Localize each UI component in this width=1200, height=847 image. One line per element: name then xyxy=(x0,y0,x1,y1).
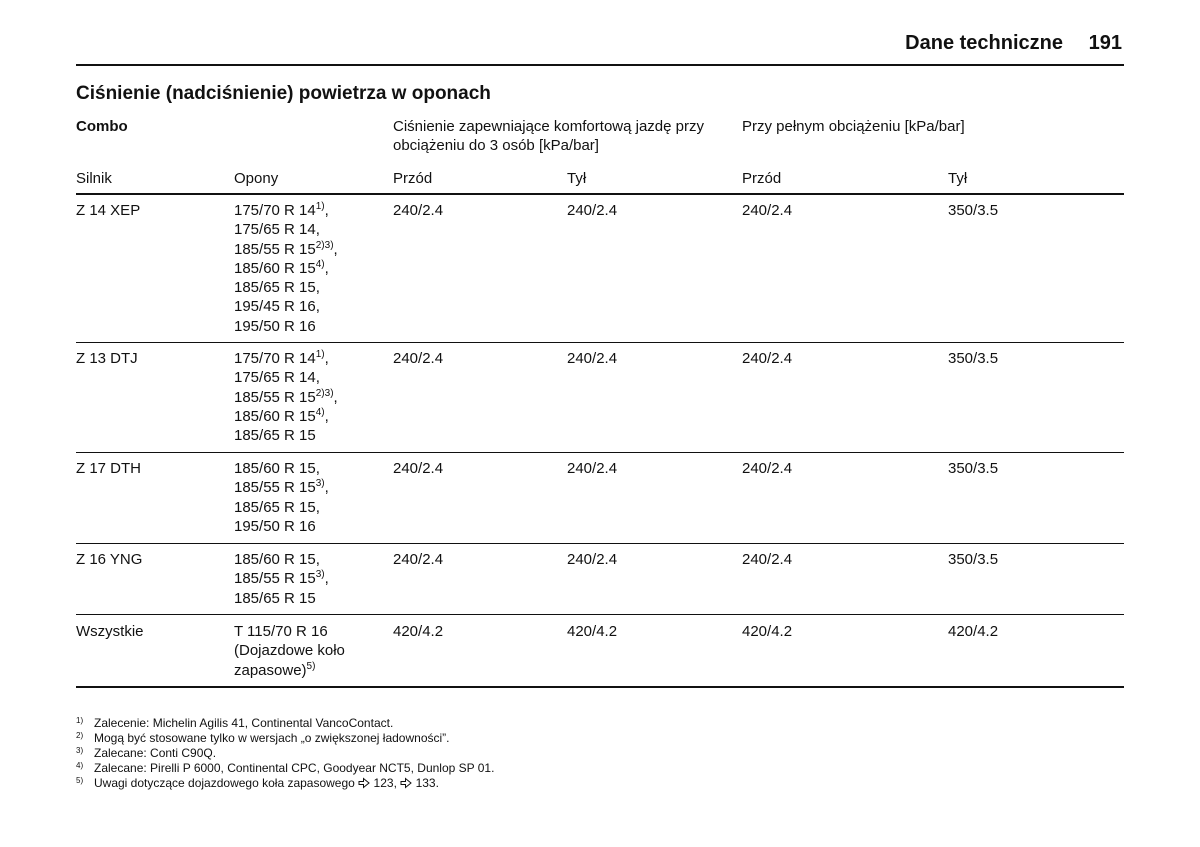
tyres-cell xyxy=(234,459,329,536)
column-header-comfort-rear: Tył xyxy=(567,170,587,187)
footnote: $^{2)}$ Mogą być stosowane tylko w wersjach „o zwiększonej ładowności”. xyxy=(76,731,450,745)
model-label: Combo xyxy=(76,118,128,135)
footnote-reference: 4) xyxy=(315,258,325,270)
page-number: 191 xyxy=(1088,32,1122,54)
tyre-size: 175/70 R 14 xyxy=(234,350,316,367)
tyre-size: 175/65 R 14, xyxy=(234,369,320,387)
tyre-size: zapasowe) xyxy=(234,661,307,679)
tyre-size-line xyxy=(234,622,345,641)
tyre-size: 185/65 R 15, xyxy=(234,279,320,297)
tyre-size: 185/65 R 15 xyxy=(234,427,316,445)
tyre-size: (Dojazdowe koło xyxy=(234,642,345,660)
page-reference-arrow-icon xyxy=(400,777,412,789)
tyre-size: T 115/70 R 16 xyxy=(234,623,328,640)
tyre-size-line xyxy=(234,220,338,239)
full-rear-pressure-cell: 350/3.5 xyxy=(948,460,999,477)
footnote-text: Zalecane: Pirelli P 6000, Continental CPC, Goodyear NCT5, Dunlop SP 01. xyxy=(94,761,495,775)
footnote-text: Uwagi dotyczące dojazdowego koła zapasowego xyxy=(94,776,355,790)
column-header-full-front: Przód xyxy=(742,170,782,187)
tyre-size-line xyxy=(234,259,338,278)
footnote: $^{1)}$ Zalecenie: Michelin Agilis 41, Continental VancoContact. xyxy=(76,716,394,730)
tyre-size: 195/45 R 16, xyxy=(234,298,320,316)
tyre-size: 195/50 R 16 xyxy=(234,317,316,335)
full-rear-pressure-cell: 350/3.5 xyxy=(948,202,999,219)
tyre-size-line xyxy=(234,201,338,220)
separator: , xyxy=(324,570,329,588)
tyre-size-line xyxy=(234,661,345,680)
full-front-pressure-cell: 240/2.4 xyxy=(742,202,793,219)
footnote-reference: 2)3) xyxy=(315,387,334,399)
column-header-full-rear: Tył xyxy=(948,170,968,187)
tyre-size-line xyxy=(234,240,338,259)
column-header-comfort-front: Przód xyxy=(393,170,433,187)
tyre-size-line xyxy=(234,368,338,387)
tyre-size: 185/55 R 15 xyxy=(234,570,316,588)
comfort-front-pressure-cell: 420/4.2 xyxy=(393,623,444,640)
comfort-front-pressure-cell: 240/2.4 xyxy=(393,350,444,367)
footnote-reference: 3) xyxy=(315,569,325,581)
separator: , xyxy=(324,259,329,277)
footnote-text: Mogą być stosowane tylko w wersjach „o zwiększonej ładowności”. xyxy=(94,731,450,745)
tyres-cell xyxy=(234,349,338,445)
full-front-pressure-cell: 420/4.2 xyxy=(742,623,793,640)
comfort-front-pressure-cell: 240/2.4 xyxy=(393,202,444,219)
tyre-size-line xyxy=(234,317,338,336)
footnote-reference: 1) xyxy=(315,349,325,360)
footnote-text: Zalecenie: Michelin Agilis 41, Continental VancoContact. xyxy=(94,716,394,730)
comfort-front-pressure-cell: 240/2.4 xyxy=(393,460,444,477)
full-front-pressure-cell: 240/2.4 xyxy=(742,350,793,367)
tyre-size-line xyxy=(234,517,329,536)
comfort-rear-pressure-cell: 420/4.2 xyxy=(567,623,618,640)
engine-cell: Z 14 XEP xyxy=(76,202,141,219)
tyre-size-line xyxy=(234,589,329,608)
tyre-size: 195/50 R 16 xyxy=(234,517,316,535)
comfort-rear-pressure-cell: 240/2.4 xyxy=(567,460,618,477)
header-title: Dane techniczne xyxy=(905,32,1063,54)
tyres-cell xyxy=(234,550,329,608)
tyre-size: 185/65 R 15 xyxy=(234,589,316,607)
tyre-size-line xyxy=(234,388,338,407)
tyre-size: 185/55 R 15 xyxy=(234,240,316,258)
separator: , xyxy=(333,240,338,258)
full-front-pressure-cell: 240/2.4 xyxy=(742,460,793,477)
separator: , xyxy=(324,202,329,219)
row-divider xyxy=(76,543,1124,544)
page-reference[interactable]: 123 xyxy=(373,776,394,790)
row-divider xyxy=(76,614,1124,615)
engine-cell: Z 16 YNG xyxy=(76,551,143,568)
separator: , xyxy=(333,388,338,406)
tyre-size-line xyxy=(234,297,338,316)
full-rear-pressure-cell: 350/3.5 xyxy=(948,350,999,367)
tyre-size: 175/70 R 14 xyxy=(234,202,316,219)
tyre-size-line xyxy=(234,426,338,445)
footnote: $^{4)}$ Zalecane: Pirelli P 6000, Continental CPC, Goodyear NCT5, Dunlop SP 01. xyxy=(76,761,495,775)
tyre-size: 185/65 R 15, xyxy=(234,498,320,516)
full-rear-pressure-cell: 420/4.2 xyxy=(948,623,999,640)
footnotes xyxy=(76,716,494,791)
tyre-size-line xyxy=(234,459,329,478)
separator: , xyxy=(324,407,329,425)
separator: , xyxy=(324,479,329,497)
footnote: $^{5)}$ Uwagi dotyczące dojazdowego koła zapasowego 123, 133. xyxy=(76,776,439,790)
full-load-group-header: Przy pełnym obciążeniu [kPa/bar] xyxy=(742,118,965,135)
footnote-text: Zalecane: Conti C90Q. xyxy=(94,746,217,760)
tyres-cell xyxy=(234,201,338,336)
tyre-size-line xyxy=(234,641,345,660)
tyre-size-line xyxy=(234,550,329,569)
tyres-cell xyxy=(234,622,345,680)
engine-cell: Z 13 DTJ xyxy=(76,350,138,367)
column-header-tyres: Opony xyxy=(234,170,279,187)
tyre-size-line xyxy=(234,569,329,588)
tyre-size: 175/65 R 14, xyxy=(234,221,320,239)
tyre-size: 185/60 R 15, xyxy=(234,460,320,477)
tyre-size: 185/60 R 15 xyxy=(234,259,316,277)
footnote-reference: 2)3) xyxy=(315,239,334,251)
engine-cell: Wszystkie xyxy=(76,623,144,640)
header-divider xyxy=(76,64,1124,66)
row-divider xyxy=(76,342,1124,343)
comfort-group-header: Ciśnienie zapewniające komfortową jazdę przy obciążeniu do 3 osób [kPa/bar] xyxy=(393,118,704,155)
footnote-reference: 3) xyxy=(315,478,325,490)
column-header-engine: Silnik xyxy=(76,170,112,187)
table-header-rule xyxy=(76,193,1124,195)
row-divider xyxy=(76,452,1124,453)
footnote-reference: 1) xyxy=(315,201,325,212)
separator: , xyxy=(324,350,329,367)
full-front-pressure-cell: 240/2.4 xyxy=(742,551,793,568)
comfort-rear-pressure-cell: 240/2.4 xyxy=(567,551,618,568)
comfort-rear-pressure-cell: 240/2.4 xyxy=(567,350,618,367)
page-reference-arrow-icon xyxy=(358,777,370,789)
full-rear-pressure-cell: 350/3.5 xyxy=(948,551,999,568)
section-title: Ciśnienie (nadciśnienie) powietrza w oponach xyxy=(76,83,491,104)
tyre-size-line xyxy=(234,349,338,368)
footnote: $^{3)}$ Zalecane: Conti C90Q. xyxy=(76,746,217,760)
tyre-size: 185/55 R 15 xyxy=(234,388,316,406)
tyre-size-line xyxy=(234,478,329,497)
tyre-size: 185/55 R 15 xyxy=(234,479,316,497)
tyre-size: 185/60 R 15 xyxy=(234,407,316,425)
tyre-size-line xyxy=(234,407,338,426)
tyre-size-line xyxy=(234,278,338,297)
footnote-reference: 4) xyxy=(315,406,325,418)
comfort-rear-pressure-cell: 240/2.4 xyxy=(567,202,618,219)
comfort-front-pressure-cell: 240/2.4 xyxy=(393,551,444,568)
footnote-reference: 5) xyxy=(306,660,316,672)
tyre-size: 185/60 R 15, xyxy=(234,551,320,568)
tyre-size-line xyxy=(234,498,329,517)
engine-cell: Z 17 DTH xyxy=(76,460,142,477)
table-bottom-rule xyxy=(76,686,1124,688)
page-reference[interactable]: 133. xyxy=(415,776,439,790)
